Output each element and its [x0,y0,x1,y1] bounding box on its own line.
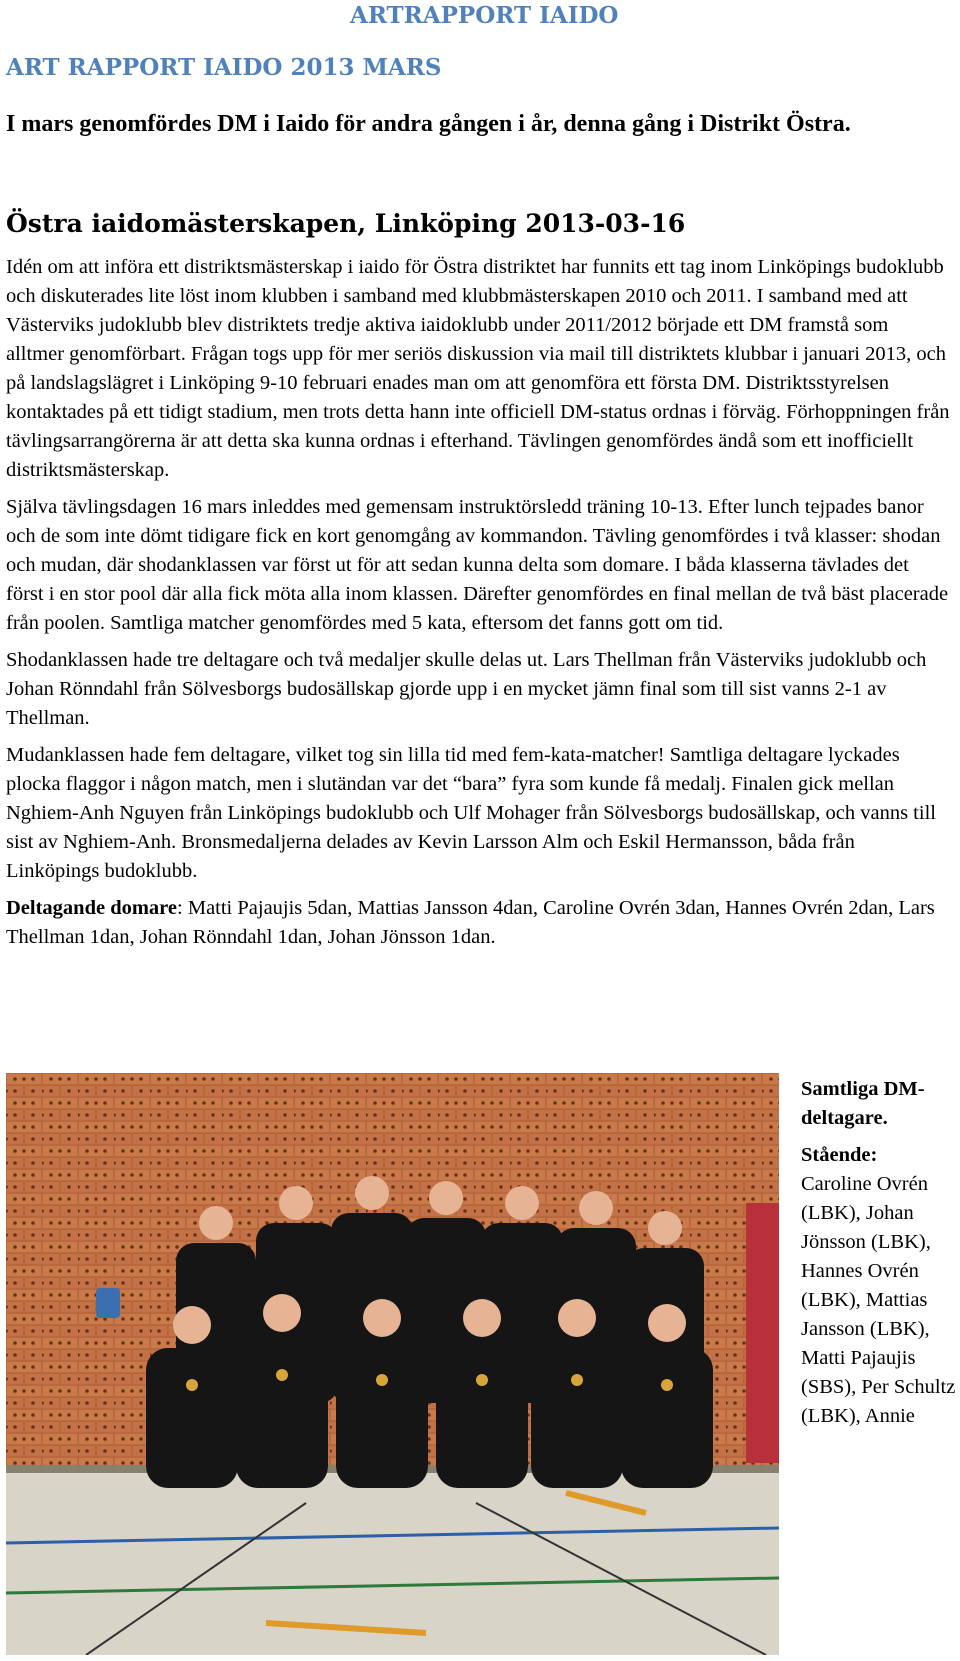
document-title: ARTRAPPORT IAIDO [350,2,619,29]
paragraph-mudan-class: Mudanklassen hade fem deltagare, vilket tog sin lilla tid med fem-kata-matcher! Samtliga deltagare lyckades plocka flaggor i någon match, men i slutändan var det “bara” fyra som kunde få medalj. Finalen gick mellan Nghiem-Anh Nguyen från Linköpings budoklubb och Ulf Mohager från Sölvesborgs budosällskap, och vanns till sist av Nghiem-Anh. Bronsmedaljerna delades av Kevin Larsson Alm och Eskil Hermansson, båda från Linköpings budoklubb. [6,744,936,882]
photo-caption [801,1075,959,1431]
article-body [6,253,950,960]
judges-list: : Matti Pajaujis 5dan, Mattias Jansson 4dan, Caroline Ovrén 3dan, Hannes Ovrén 2dan, Lars Thellman 1dan, Johan Rönndahl 1dan, Johan Jönsson 1dan. [6,897,935,948]
paragraph-background: Idén om att införa ett distriktsmästerskap i iaido för Östra distriktet har funnits ett tag inom Linköpings budoklubb och diskuterades lite löst inom klubben i samband med klubbmästerskapen 2010 och 2011. I samband med att Västerviks judoklubb blev distriktets tredje aktiva iaidoklubb under 2011/2012 började ett DM framstå som alltmer genomförbart. Frågan togs upp för mer seriös diskussion via mail till distriktets klubbar i januari 2013, och på landslagslägret i Linköping 9-10 februari enades man om att genomföra ett första DM. Distriktsstyrelsen kontaktades på ett tidigt stadium, men trots detta hann inte officiell DM-status ordnas i förväg. Förhoppningen från tävlingsarrangörerna är att detta ska kunna ordnas i efterhand. Tävlingen genomfördes ändå som ett inofficiellt distriktsmästerskap. [6,256,950,481]
report-subtitle: ART RAPPORT IAIDO 2013 MARS [6,54,442,81]
paragraph-judges [6,894,950,952]
caption-title: Samtliga DM-deltagare. [801,1078,925,1129]
caption-standing-label: Stående: [801,1144,878,1166]
caption-names: Caroline Ovrén (LBK), Johan Jönsson (LBK), Hannes Ovrén (LBK), Mattias Jansson (LBK), Matti Pajaujis (SBS), Per Schultz (LBK), Annie [801,1173,956,1427]
judges-label: Deltagande domare [6,897,178,919]
lead-paragraph: I mars genomfördes DM i Iaido för andra gången i år, denna gång i Distrikt Östra. [6,111,851,137]
paragraph-competition-day: Själva tävlingsdagen 16 mars inleddes med gemensam instruktörsledd träning 10-13. Efter lunch tejpades banor och de som inte dömt tidigare fick en kort genomgång av kommandon. Tävling genomfördes i två klasser: shodan och mudan, där shodanklassen var först ut för att sedan kunna delta som domare. I båda klasserna tävlades det först i en stor pool där alla fick möta alla inom klassen. Därefter genomfördes en final mellan de två bäst placerade från poolen. Samtliga matcher genomfördes med 5 kata, eftersom det fanns gott om tid. [6,496,949,634]
section-heading: Östra iaidomästerskapen, Linköping 2013-03-16 [6,209,686,238]
group-photo [6,1073,779,1655]
paragraph-shodan-class: Shodanklassen hade tre deltagare och två medaljer skulle delas ut. Lars Thellman från Västerviks judoklubb och Johan Rönndahl från Sölvesborgs budosällskap gjorde upp i en mycket jämn final som till sist vanns 2-1 av Thellman. [6,649,927,729]
